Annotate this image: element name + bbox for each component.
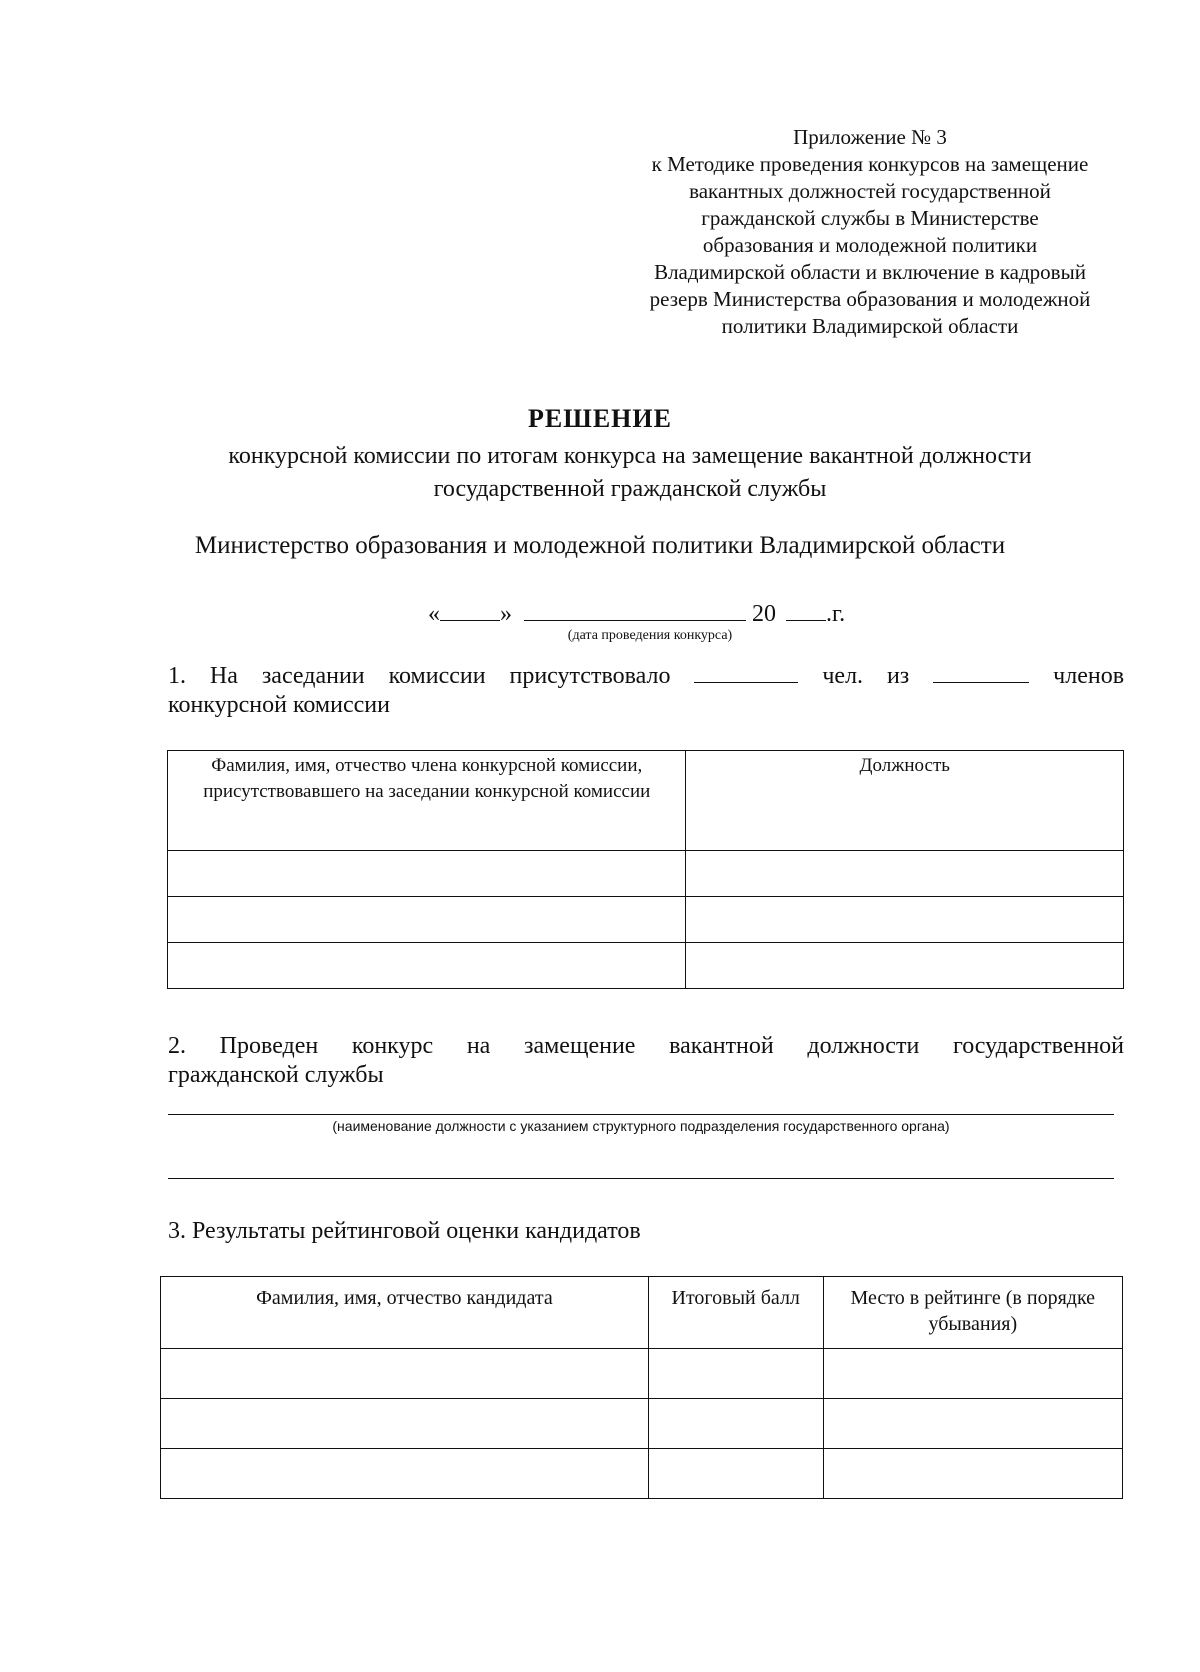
table-cell[interactable] <box>823 1449 1122 1499</box>
appendix-line: к Методике проведения конкурсов на замещение <box>651 152 1089 176</box>
column-header-candidate-name: Фамилия, имя, отчество кандидата <box>161 1277 649 1349</box>
section1-text-cont: конкурсной комиссии <box>168 692 390 718</box>
year-prefix: 20 <box>752 601 776 627</box>
table-cell[interactable] <box>686 943 1124 989</box>
table-cell[interactable] <box>168 851 686 897</box>
position-name-caption: (наименование должности с указанием структурного подразделения государственного органа) <box>332 1118 950 1134</box>
table-header-row <box>161 1277 1123 1349</box>
section1-text-b: чел. из <box>822 663 910 689</box>
close-quote: » <box>500 601 512 627</box>
table-row <box>161 1349 1123 1399</box>
section2-text-cont: гражданской службы <box>168 1062 384 1088</box>
table-header-row <box>168 751 1124 851</box>
table-cell[interactable] <box>168 943 686 989</box>
section1-text <box>168 660 1124 692</box>
appendix-line: образования и молодежной политики <box>702 233 1038 257</box>
table-cell[interactable] <box>161 1449 649 1499</box>
year-suffix: .г. <box>826 601 846 627</box>
table-cell[interactable] <box>686 851 1124 897</box>
table-cell[interactable] <box>823 1349 1122 1399</box>
table-row <box>168 897 1124 943</box>
table-cell[interactable] <box>686 897 1124 943</box>
section3-text: 3. Результаты рейтинговой оценки кандидатов <box>168 1218 641 1244</box>
section1-text-a: 1. На заседании комиссии присутствовало <box>168 663 671 689</box>
table-cell[interactable] <box>161 1399 649 1449</box>
appendix-line: резерв Министерства образования и молодежной <box>649 287 1091 311</box>
open-quote: « <box>428 601 440 627</box>
table-cell[interactable] <box>648 1399 823 1449</box>
column-header-position: Должность <box>686 751 1124 851</box>
appendix-line: Приложение № 3 <box>793 125 947 149</box>
appendix-line: политики Владимирской области <box>721 314 1019 338</box>
total-members-blank[interactable] <box>933 660 1029 683</box>
table-cell[interactable] <box>648 1349 823 1399</box>
document-title: РЕШЕНИЕ <box>528 404 672 433</box>
table-row <box>168 851 1124 897</box>
table-row <box>168 943 1124 989</box>
column-header-total-score: Итоговый балл <box>648 1277 823 1349</box>
section1-text-c: членов <box>1053 663 1125 689</box>
table-cell[interactable] <box>168 897 686 943</box>
ministry-name: Министерство образования и молодежной политики Владимирской области <box>194 532 1006 559</box>
appendix-line: вакантных должностей государственной <box>689 179 1051 203</box>
commission-members-table <box>167 750 1124 989</box>
table-cell[interactable] <box>823 1399 1122 1449</box>
month-blank[interactable] <box>524 598 746 621</box>
candidates-rating-table <box>160 1276 1123 1499</box>
section2-text: 2. Проведен конкурс на замещение вакантной должности государственной <box>168 1033 1124 1059</box>
table-row <box>161 1449 1123 1499</box>
column-header-rating-place: Место в рейтинге (в порядке убывания) <box>823 1277 1122 1349</box>
position-name-line[interactable] <box>168 1114 1114 1115</box>
appendix-line: Владимирской области и включение в кадровый <box>654 260 1086 284</box>
column-header-member-name: Фамилия, имя, отчество члена конкурсной комиссии, присутствовавшего на заседании конкурсной комиссии <box>168 751 686 851</box>
appendix-line: гражданской службы в Министерстве <box>701 206 1039 230</box>
day-blank[interactable] <box>440 598 500 621</box>
table-row <box>161 1399 1123 1449</box>
year-blank[interactable] <box>786 598 826 621</box>
position-name-line-2[interactable] <box>168 1178 1114 1179</box>
present-count-blank[interactable] <box>694 660 798 683</box>
document-subtitle: конкурсной комиссии по итогам конкурса на замещение вакантной должности государственной гражданской службы <box>228 443 1032 502</box>
appendix-header <box>620 124 1120 340</box>
table-cell[interactable] <box>161 1349 649 1399</box>
table-cell[interactable] <box>648 1449 823 1499</box>
date-line <box>428 598 845 628</box>
date-caption: (дата проведения конкурса) <box>567 628 733 643</box>
